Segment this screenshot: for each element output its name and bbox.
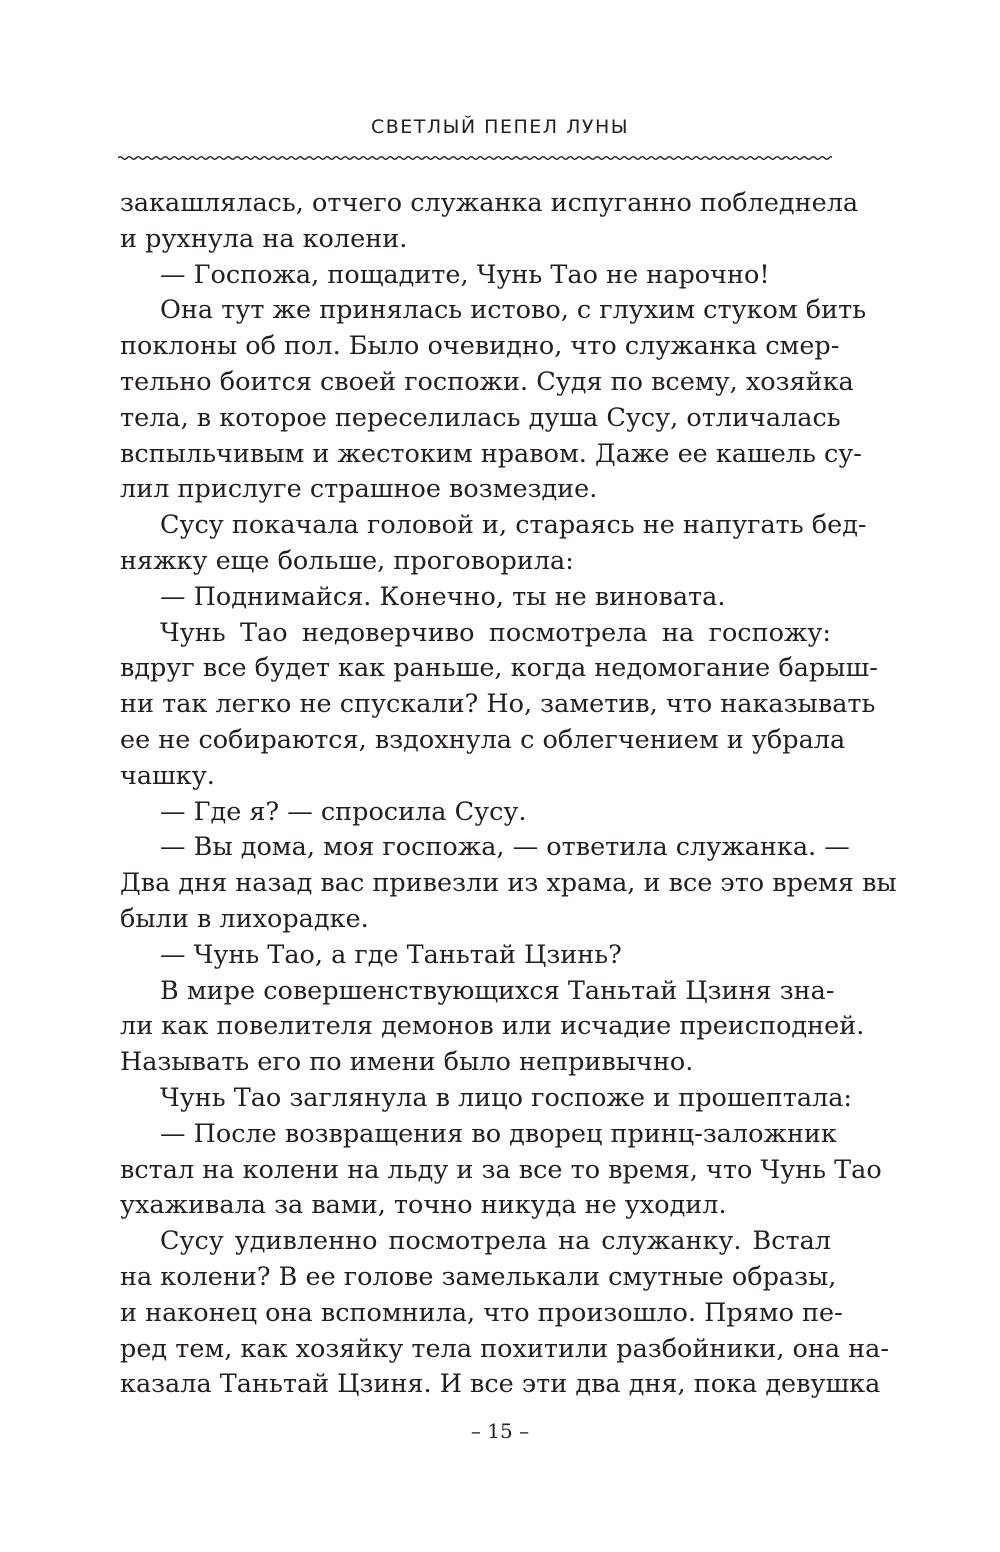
text-line: Сусу удивленно посмотрела на служанку. Встал bbox=[160, 1226, 831, 1257]
text-line: ни так легко не спускали? Но, заметив, что наказывать bbox=[120, 689, 876, 720]
text-line: вспыльчивым и жестоким нравом. Даже ее кашель су- bbox=[120, 438, 862, 469]
text-line: Она тут же принялась истово, с глухим стуком бить bbox=[160, 295, 867, 326]
page-number: – 15 – bbox=[470, 1419, 530, 1443]
text-line: и рухнула на колени. bbox=[120, 223, 408, 254]
text-line: тела, в которое переселилась душа Сусу, отличалась bbox=[120, 402, 841, 433]
text-line: вдруг все будет как раньше, когда недомогание барыш- bbox=[120, 653, 878, 684]
text-line: — Чунь Тао, а где Таньтай Цзинь? bbox=[160, 939, 622, 970]
body-text bbox=[120, 186, 897, 1403]
text-line: ред тем, как хозяйку тела похитили разбойники, она на- bbox=[120, 1333, 889, 1364]
text-line: казала Таньтай Цзиня. И все эти два дня, пока девушка bbox=[120, 1369, 881, 1400]
text-line: встал на колени на льду и за все то время, что Чунь Тао bbox=[120, 1154, 882, 1185]
text-line: — Поднимайся. Конечно, ты не виновата. bbox=[160, 581, 726, 612]
text-line: — Госпожа, пощадите, Чунь Тао не нарочно! bbox=[160, 259, 770, 290]
text-line: лил прислуге страшное возмездие. bbox=[120, 474, 598, 505]
text-line: Называть его по имени было непривычно. bbox=[120, 1047, 694, 1078]
text-line: — Вы дома, моя госпожа, — ответила служанка. — bbox=[160, 832, 850, 863]
text-line: поклоны об пол. Было очевидно, что служанка смер- bbox=[120, 331, 840, 362]
text-line: Чунь Тао недоверчиво посмотрела на госпожу: bbox=[160, 617, 831, 648]
text-line: и наконец она вспомнила, что произошло. Прямо пе- bbox=[120, 1297, 843, 1328]
text-line: чашку. bbox=[120, 760, 215, 791]
text-line: няжку еще больше, проговорила: bbox=[120, 545, 574, 576]
text-line: на колени? В ее голове замелькали смутные образы, bbox=[120, 1261, 837, 1292]
running-header-title: СВЕТЛЫЙ ПЕПЕЛ ЛУНЫ bbox=[370, 116, 630, 138]
text-line: были в лихорадке. bbox=[120, 903, 369, 934]
text-line: — Где я? — спросила Сусу. bbox=[160, 796, 527, 827]
text-line: Два дня назад вас привезли из храма, и все это время вы bbox=[120, 868, 897, 899]
text-line: Чунь Тао заглянула в лицо госпоже и прошептала: bbox=[160, 1082, 853, 1113]
text-line: ее не собираются, вздохнула с облегчением и убрала bbox=[120, 724, 846, 755]
text-line: закашлялась, отчего служанка испуганно побледнела bbox=[120, 188, 859, 218]
text-line: В мире совершенствующихся Таньтай Цзиня зна- bbox=[160, 975, 835, 1006]
text-line: — После возвращения во дворец принц-заложник bbox=[160, 1118, 837, 1149]
text-line: ли как повелителя демонов или исчадие преисподней. bbox=[120, 1011, 865, 1042]
text-line: тельно боится своей госпожи. Судя по всему, хозяйка bbox=[120, 366, 854, 397]
wavy-divider-rule bbox=[118, 152, 832, 164]
text-line: ухаживала за вами, точно никуда не уходил. bbox=[120, 1190, 727, 1221]
text-line: Сусу покачала головой и, стараясь не напугать бед- bbox=[160, 510, 867, 541]
